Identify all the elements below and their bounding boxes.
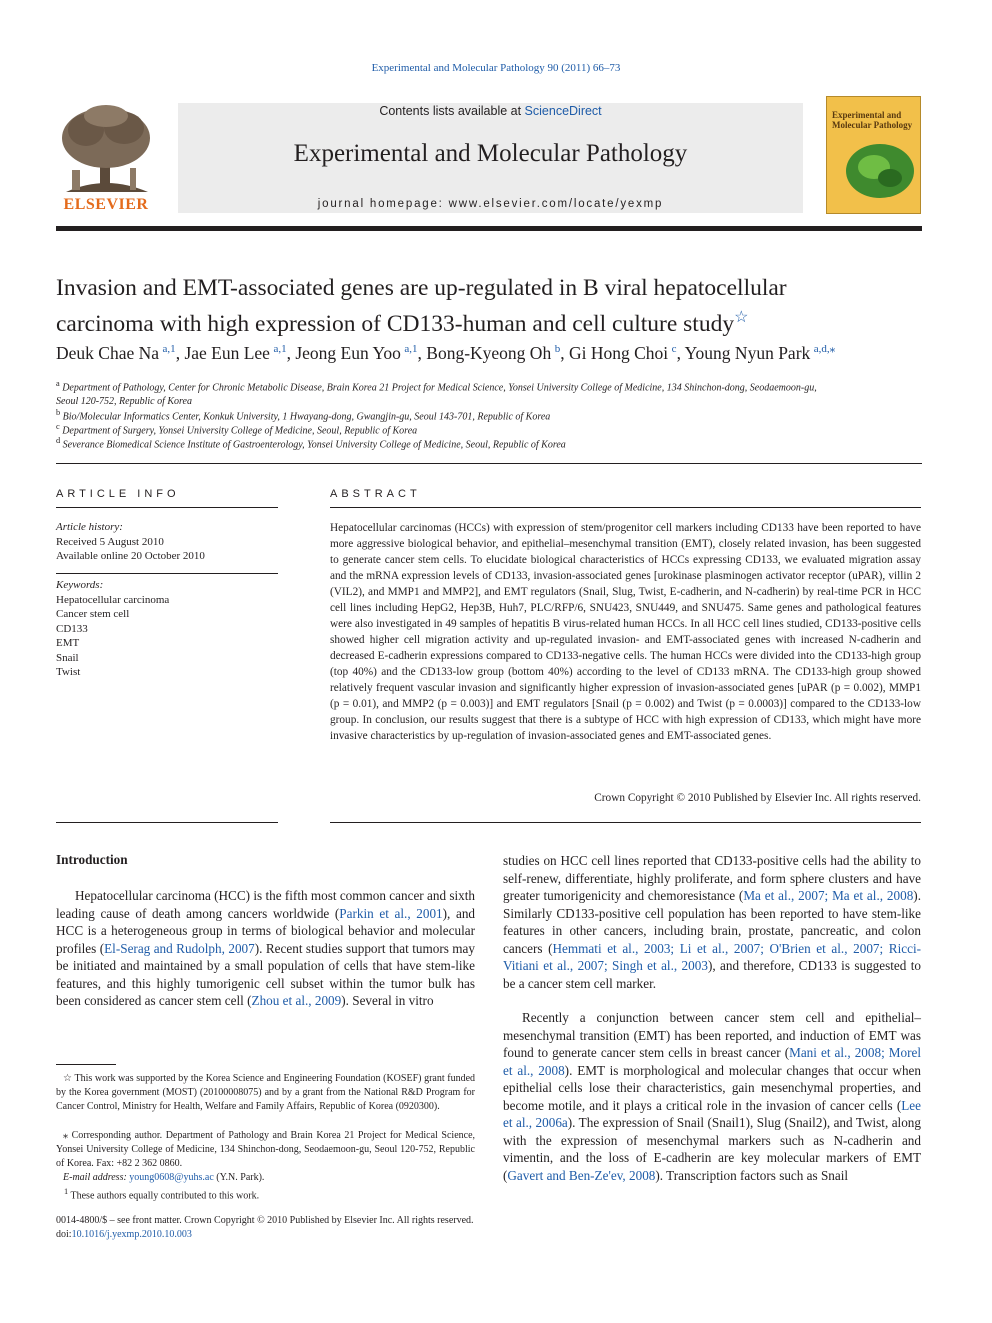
body-text: Hepatocellular carcinoma (HCC) is the fifth most common cancer and sixth leading cause of death among cancers worldwide ( <box>56 888 475 921</box>
reference-link[interactable]: Mani et al., 2008; Morel et al., 2008 <box>503 1045 922 1078</box>
equal-contribution-footnote <box>56 1185 475 1204</box>
header-rule <box>56 226 922 231</box>
email-footnote <box>56 1171 475 1185</box>
elsevier-wordmark: ELSEVIER <box>63 196 149 213</box>
affiliation-mark: b <box>56 408 61 417</box>
keyword: Cancer stem cell <box>56 608 130 620</box>
title-line-1: Invasion and EMT-associated genes are up-regulated in B viral hepatocellular <box>56 275 787 301</box>
body-text: ). EMT is morphological and molecular changes that occur when epithelial cells lose their characteristics, gain mesenchymal properties, and become motile, and it plays a critical role in the invasion of cancer cells ( <box>503 1062 921 1113</box>
corresponding-author-footnote <box>56 1129 475 1172</box>
reference-link[interactable]: El-Serag and Rudolph, 2007 <box>104 940 255 956</box>
email-link[interactable]: young0608@yuhs.ac <box>129 1172 214 1183</box>
reference-link[interactable]: Gavert and Ben-Ze'ev, 2008 <box>507 1167 656 1183</box>
doi-label: doi: <box>56 1229 72 1240</box>
affiliation-d <box>56 434 936 452</box>
affiliation-a <box>56 377 936 408</box>
affiliation-text: Department of Pathology, Center for Chronic Metabolic Disease, Brain Korea 21 Project for Medical Science, Yonsei University College of Medicine, 134 Shinchon-dong, Seodaemoon-gu, <box>62 382 817 394</box>
divider <box>330 507 921 508</box>
funding-star-link[interactable]: ☆ <box>734 309 749 326</box>
divider <box>56 573 278 574</box>
footnote-mark: ⁎ <box>63 1130 68 1141</box>
affiliation-text-cont: Seoul 120-752, Republic of Korea <box>56 395 192 407</box>
footnote-rule <box>56 1064 116 1065</box>
affiliation-mark: d <box>56 436 61 445</box>
footnote-text: Corresponding author. Department of Pathology and Brain Korea 21 Project for Medical Science, Yonsei University College of Medicine, 134 Shinchon-dong, Seodaemoon-gu, Seoul 120-752, Republic of Korea. Fax: +82 2 362 0860. <box>56 1130 476 1170</box>
reference-link[interactable]: Zhou et al., 2009 <box>251 993 342 1008</box>
cover-image <box>844 142 916 200</box>
footnote-mark: ☆ <box>63 1073 73 1084</box>
affiliation-text: Severance Biomedical Science Institute of Gastroenterology, Yonsei University College of Medicine, Seoul, Republic of Korea <box>62 439 566 451</box>
funding-footnote <box>56 1072 475 1115</box>
journal-citation[interactable]: Experimental and Molecular Pathology 90 (2011) 66–73 <box>371 62 621 74</box>
available-date: Available online 20 October 2010 <box>56 550 205 562</box>
keyword: Twist <box>56 666 81 678</box>
article-info-heading: ARTICLE INFO <box>56 488 180 500</box>
keywords-label: Keywords: <box>56 579 104 591</box>
title-line-2 <box>56 303 936 339</box>
body-text: Recently a conjunction between cancer stem cell and epithelial–mesenchymal transition (EMT) has been reported, and induction of EMT was found to generate cancer stem cells in breast cancer ( <box>503 1010 921 1060</box>
keyword: EMT <box>56 637 80 649</box>
author: Gi Hong Choi <box>568 342 669 363</box>
journal-title: Experimental and Molecular Pathology <box>293 140 688 167</box>
contents-prefix: Contents lists available at <box>379 104 525 118</box>
intro-paragraph-3 <box>503 1009 921 1184</box>
intro-paragraph-2 <box>503 852 921 992</box>
keywords <box>56 578 278 680</box>
sciencedirect-link[interactable]: ScienceDirect <box>524 104 602 118</box>
reference-link[interactable]: Hemmati et al., 2003; Li et al., 2007; O'Brien et al., 2007; Ricci-Vitiani et al., 2007; Singh et al., 2003 <box>503 940 921 973</box>
author: Jae Eun Lee <box>184 342 270 363</box>
history-label: Article history: <box>56 521 123 533</box>
abstract-copyright: Crown Copyright © 2010 Published by Elsevier Inc. All rights reserved. <box>594 792 921 804</box>
reference-link[interactable]: Lee et al., 2006a <box>503 1097 921 1130</box>
author-affiliation-mark[interactable]: b <box>554 343 561 355</box>
divider <box>56 507 278 508</box>
article-title <box>56 274 936 339</box>
elsevier-tree-logo <box>56 104 156 196</box>
received-date: Received 5 August 2010 <box>56 535 164 548</box>
author-affiliation-mark[interactable]: c <box>671 343 677 355</box>
doi-line <box>56 1228 922 1242</box>
author-separator: , <box>676 342 685 363</box>
email-owner: (Y.N. Park). <box>216 1172 265 1183</box>
introduction-heading: Introduction <box>56 852 128 867</box>
footnote-mark: 1 <box>64 1187 69 1196</box>
affiliation-text: Bio/Molecular Informatics Center, Konkuk University, 1 Hwayang-dong, Gwangjin-gu, Seoul 143-701, Republic of Korea <box>62 411 551 423</box>
author: Young Nyun Park <box>684 342 811 363</box>
author-separator: , <box>175 342 185 363</box>
divider <box>330 822 921 823</box>
author-affiliation-mark[interactable]: a,d,⁎ <box>813 343 836 355</box>
author-affiliation-mark[interactable]: a,1 <box>162 343 176 355</box>
abstract-heading: ABSTRACT <box>330 488 421 500</box>
author: Bong-Kyeong Oh <box>426 342 552 363</box>
keyword: CD133 <box>56 622 88 635</box>
abstract-text: Hepatocellular carcinomas (HCCs) with expression of stem/progenitor cell markers including CD133 have been reported to have more aggressive biological behavior, and epithelial–mesenchymal transition (EMT), closely related invasion, has been suggested to generate cancer stem cells. To elucidate biological characteristics of HCCs expressing CD133, we evaluated migration assay and the mRNA expression levels of CD133, invasion-associated genes [urokinase plasminogen activator receptor (uPAR), villin 2 (VIL2), and MMP1 and MMP2], and EMT regulators (Snail, Slug, Twist, E-cadherin, and N-cadherin) by real-time PCR in HCC cell lines including HepG2, Hep3B, Huh7, PLC/RFP/6, SNU423, SNU449, and SNU475. Same genes and pathological features were also investigated in 49 samples of hepatitis B virus-related human HCCs. In all HCC cell lines studied, CD133-positive cells showed higher cell migration activity and up-regulated invasion- and EMT-associated genes with increased N-cadherin and decreased E-cadherin expressions compared to CD133-negative cells. The human HCCs were divided into the CD133-high group (top 40%) and the CD133-low group (bottom 40%) according to the level of CD133 mRNA. The CD133-high group showed relatively frequent vascular invasion and significantly higher expression of invasion-associated genes [uPAR (p = 0.002), MMP1 (p = 0.01), and MMP2 (p = 0.003)] and EMT regulators [Snail (p = 0.002) and Twist (p = 0.0003)] compared to the CD133-low group. In conclusion, our results suggest that there is a subtype of HCC with high expression of CD133, which might have more invasive characteristics by up-regulation of invasion-associated genes and EMT-associated genes. <box>330 522 921 742</box>
author-affiliation-mark[interactable]: a,1 <box>273 343 287 355</box>
reference-link[interactable]: Parkin et al., 2001 <box>339 905 443 921</box>
keyword: Hepatocellular carcinoma <box>56 593 170 606</box>
footnote-text: These authors equally contributed to this work. <box>70 1190 260 1202</box>
keyword: Snail <box>56 651 79 664</box>
email-label: E-mail address: <box>63 1172 127 1183</box>
affiliation-mark: c <box>56 422 60 431</box>
divider <box>56 463 922 464</box>
divider <box>56 822 278 823</box>
body-text: ), and HCC is a heterogeneous group in terms of biological behavior and molecular profiles ( <box>56 905 476 956</box>
author-list <box>56 342 936 364</box>
author-separator: , <box>286 342 296 363</box>
article-history <box>56 520 278 564</box>
title-line-2-text: carcinoma with high expression of CD133-human and cell culture study <box>56 310 735 337</box>
affiliation-text: Department of Surgery, Yonsei University College of Medicine, Seoul, Republic of Korea <box>62 425 418 437</box>
journal-homepage[interactable]: journal homepage: www.elsevier.com/locate/yexmp <box>317 198 664 210</box>
body-text: ). The expression of Snail (Snail1), Slug (Snail2), and Twist, along with the expression of mesenchymal markers such as N-cadherin and vimentin, and the loss of E-cadherin are key molecular markers of EMT ( <box>503 1115 921 1183</box>
body-text: ). Similarly CD133-positive cell population has been reported to have stem-like features in other cancers, including brain, prostate, pancreatic, and colon cancers ( <box>503 888 921 956</box>
affiliation-mark: a <box>56 379 60 388</box>
body-text: ). Recent studies support that tumors may be initiated and maintained by a small population of cells that have stem-like features, and this highly tumorigenic cell subset within the tumor bulk has been considered as cancer stem cell ( <box>56 940 475 1008</box>
footnote-text: This work was supported by the Korea Science and Engineering Foundation (KOSEF) grant funded by the Korea government (MOST) (20100008075) and by a grant from the National R&D Program for Cancer Control, Ministry for Health, Welfare and Family Affairs, Republic of Korea (0920300). <box>56 1073 476 1113</box>
body-text: ). Several in vitro <box>341 993 434 1008</box>
reference-link[interactable]: Ma et al., 2007; Ma et al., 2008 <box>743 888 914 903</box>
body-text: ). Transcription factors such as Snail <box>655 1167 849 1183</box>
cover-title: Experimental and Molecular Pathology <box>832 110 913 130</box>
body-text: studies on HCC cell lines reported that CD133-positive cells had the ability to self-renew, differentiate, highly proliferate, and form sphere clusters and have greater tumorigenicity and chemoresistance ( <box>503 853 921 903</box>
intro-paragraph-1 <box>56 887 475 1010</box>
author-separator: , <box>417 342 427 363</box>
author: Jeong Eun Yoo <box>295 342 401 363</box>
body-text: ), and therefore, CD133 is suggested to be a cancer stem cell marker. <box>503 958 921 991</box>
author-separator: , <box>560 342 569 363</box>
contents-line <box>178 104 803 118</box>
doi-link[interactable]: 10.1016/j.yexmp.2010.10.003 <box>71 1229 192 1240</box>
front-matter-notice: 0014-4800/$ – see front matter. Crown Copyright © 2010 Published by Elsevier Inc. All rights reserved. <box>56 1215 474 1226</box>
author: Deuk Chae Na <box>56 342 160 363</box>
author-affiliation-mark[interactable]: a,1 <box>404 343 418 355</box>
